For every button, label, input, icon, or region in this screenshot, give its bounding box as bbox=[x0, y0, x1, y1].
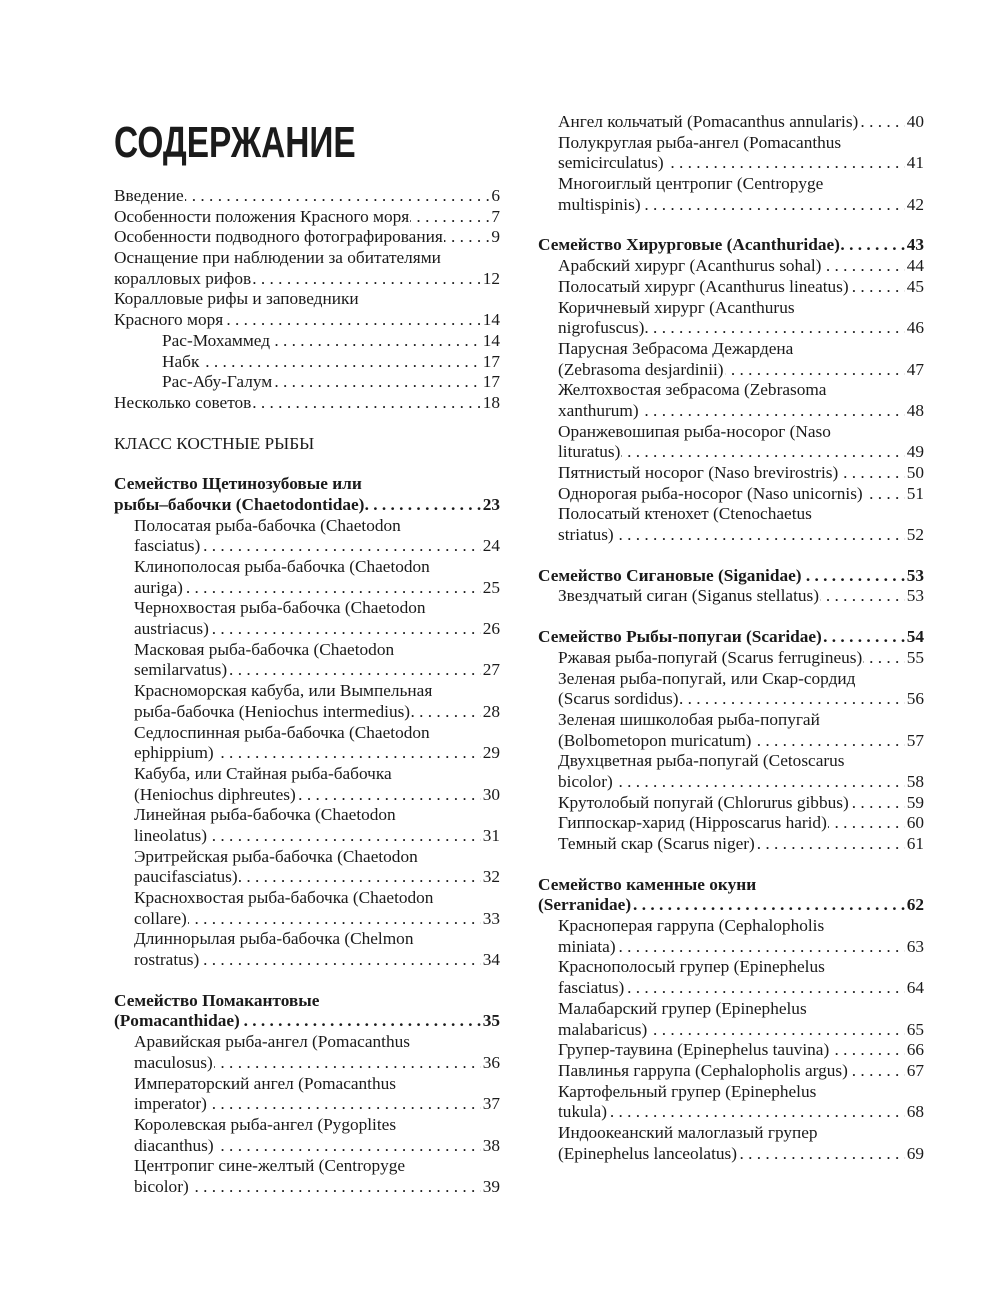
toc-entry bbox=[538, 504, 924, 525]
toc-entry-cont-page-number: 46 bbox=[906, 318, 924, 338]
toc-entry bbox=[538, 174, 924, 195]
family-heading bbox=[114, 991, 500, 1012]
family-heading bbox=[538, 235, 924, 256]
toc-entry bbox=[538, 133, 924, 154]
toc-entry-text: Картофельный групер (Epinephelus bbox=[558, 1081, 817, 1101]
toc-entry-cont bbox=[538, 153, 924, 174]
toc-entry-text: Малабарский групер (Epinephelus bbox=[558, 998, 807, 1018]
toc-entry bbox=[114, 557, 500, 578]
toc-entry-text: Полосатый ктенохет (Ctenochaetus bbox=[558, 504, 812, 524]
toc-entry-cont-page-number: 58 bbox=[906, 771, 924, 791]
toc-entry-cont-text: (Zebrasoma desjardinii) bbox=[558, 359, 724, 379]
toc-entry bbox=[538, 793, 924, 814]
toc-entry-cont bbox=[538, 401, 924, 422]
toc-entry-page-number: 51 bbox=[906, 483, 924, 503]
toc-entry bbox=[114, 516, 500, 537]
toc-entry-page-number: 50 bbox=[906, 463, 924, 482]
toc-entry-cont-page-number: 27 bbox=[482, 660, 500, 680]
toc-entry-cont-page-number: 24 bbox=[482, 536, 500, 556]
family-heading-page-number: 43 bbox=[906, 235, 924, 255]
toc-entry-cont bbox=[538, 1144, 924, 1165]
toc-entry-cont bbox=[538, 978, 924, 999]
toc-entry-cont-page-number: 56 bbox=[906, 689, 924, 709]
toc-intro-entry-text: Рас-Мохаммед bbox=[162, 330, 271, 350]
toc-entry-cont-page-number: 49 bbox=[906, 442, 924, 462]
toc-intro-entry bbox=[114, 289, 500, 310]
toc-entry-cont-text: (Scarus sordidus) bbox=[558, 689, 679, 709]
toc-entry-cont-text: (Bolbometopon muricatum) bbox=[558, 730, 752, 750]
page-title: СОДЕРЖАНИЕ bbox=[114, 118, 356, 167]
toc-intro-entry-page-number: 14 bbox=[482, 310, 500, 330]
toc-intro-entry-page-number: 17 bbox=[482, 351, 500, 371]
toc-entry bbox=[114, 640, 500, 661]
toc-entry-cont-page-number: 31 bbox=[482, 825, 500, 845]
family-heading bbox=[538, 627, 924, 648]
toc-entry-text: Краснохвостая рыба-бабочка (Chaetodon bbox=[134, 888, 434, 907]
family-heading-cont bbox=[538, 895, 924, 916]
toc-entry-text: Седлоспинная рыба-бабочка (Chaetodon bbox=[134, 722, 430, 742]
toc-entry bbox=[538, 380, 924, 401]
toc-entry-cont-text: nigrofuscus) bbox=[558, 318, 645, 338]
toc-entry-cont-page-number: 41 bbox=[906, 153, 924, 173]
toc-entry-page-number: 59 bbox=[906, 792, 924, 812]
toc-entry-cont bbox=[114, 826, 500, 847]
toc-entry bbox=[538, 277, 924, 298]
toc-intro-entry bbox=[114, 310, 500, 331]
toc-entry-text: Оранжевошипая рыба-носорог (Naso bbox=[558, 421, 831, 441]
toc-intro-entry bbox=[114, 372, 500, 393]
toc-entry-cont-page-number: 38 bbox=[482, 1135, 500, 1155]
toc-entry-text: Эритрейская рыба-бабочка (Chaetodon bbox=[134, 846, 418, 866]
family-heading bbox=[538, 566, 924, 587]
toc-entry bbox=[538, 586, 924, 607]
toc-entry-cont-page-number: 39 bbox=[482, 1176, 500, 1196]
toc-intro-entry bbox=[114, 227, 500, 248]
toc-entry-cont-page-number: 52 bbox=[906, 525, 924, 545]
family-heading-cont-page-number: 23 bbox=[482, 494, 500, 514]
family-heading-cont-page-number: 62 bbox=[906, 895, 924, 915]
toc-entry-cont-text: imperator) bbox=[134, 1094, 207, 1114]
toc-entry-text: Арабский хирург (Acanthurus sohal) bbox=[558, 256, 822, 276]
toc-entry-cont-page-number: 30 bbox=[482, 784, 500, 804]
toc-entry-page-number: 40 bbox=[906, 112, 924, 131]
family-heading-text: Семейство Рыбы-попугаи (Scaridae) bbox=[538, 627, 822, 647]
toc-entry-cont bbox=[538, 689, 924, 710]
toc-intro-entry bbox=[114, 248, 500, 269]
toc-entry-cont-text: auriga) bbox=[134, 577, 183, 597]
toc-entry-cont bbox=[538, 318, 924, 339]
toc-entry-page-number: 67 bbox=[906, 1060, 924, 1080]
toc-intro-entry-text: Набк bbox=[162, 351, 200, 371]
toc-entry-text: Королевская рыба-ангел (Pygoplites bbox=[134, 1114, 397, 1134]
toc-entry-cont-text: multispinis) bbox=[558, 194, 641, 214]
toc-entry bbox=[538, 256, 924, 277]
toc-entry-page-number: 44 bbox=[906, 256, 924, 276]
toc-entry-cont-text: tukula) bbox=[558, 1102, 607, 1122]
family-heading-cont-text: (Pomacanthidae) bbox=[114, 1011, 240, 1031]
toc-right-column bbox=[538, 112, 924, 1164]
toc-entry bbox=[538, 422, 924, 443]
toc-entry-cont-text: malabaricus) bbox=[558, 1019, 648, 1039]
toc-entry-cont-text: maculosus) bbox=[134, 1052, 213, 1072]
toc-entry-text: Красноперая гаррупа (Cephalopholis bbox=[558, 916, 825, 936]
toc-entry-cont-page-number: 37 bbox=[482, 1094, 500, 1114]
toc-intro-entry-page-number: 7 bbox=[491, 206, 500, 226]
toc-entry bbox=[114, 1115, 500, 1136]
toc-entry-cont-page-number: 64 bbox=[906, 978, 924, 998]
toc-entry-cont-text: semilarvatus) bbox=[134, 660, 228, 680]
toc-entry-text: Звездчатый сиган (Siganus stellatus) bbox=[558, 586, 819, 606]
toc-intro-entry-text: Красного моря bbox=[114, 310, 224, 330]
toc-entry-cont-text: рыба-бабочка (Heniochus intermedius) bbox=[134, 701, 411, 721]
toc-entry-cont-page-number: 26 bbox=[482, 619, 500, 639]
toc-entry-cont-text: xanthurum) bbox=[558, 400, 639, 420]
toc-entry-page-number: 60 bbox=[906, 813, 924, 833]
toc-entry-text: Парусная Зебрасома Дежардена bbox=[558, 338, 794, 358]
toc-entry-text: Пятнистый носорог (Naso brevirostris) bbox=[558, 463, 839, 482]
toc-entry-cont-page-number: 65 bbox=[906, 1019, 924, 1039]
toc-entry-cont-text: ephippium) bbox=[134, 743, 214, 763]
family-heading bbox=[538, 875, 924, 896]
toc-intro-entry-page-number: 14 bbox=[482, 330, 500, 350]
toc-entry-text: Полосатая рыба-бабочка (Chaetodon bbox=[134, 515, 401, 535]
toc-intro-entry bbox=[114, 331, 500, 352]
toc-entry-text: Многоиглый центропиг (Centropyge bbox=[558, 174, 824, 194]
toc-entry bbox=[538, 484, 924, 505]
toc-intro-entry-text: Особенности подводного фотографирования bbox=[114, 227, 443, 247]
toc-entry-cont bbox=[114, 909, 500, 930]
family-heading-text: Семейство Сигановые (Siganidae) bbox=[538, 565, 802, 585]
toc-entry bbox=[538, 463, 924, 484]
toc-entry-page-number: 53 bbox=[906, 586, 924, 606]
toc-entry bbox=[538, 112, 924, 133]
family-heading bbox=[114, 474, 500, 495]
toc-entry bbox=[114, 1156, 500, 1177]
toc-entry-text: Зеленая рыба-попугай, или Скар-сордид bbox=[558, 668, 856, 688]
toc-entry-cont bbox=[538, 772, 924, 793]
toc-entry-text: Масковая рыба-бабочка (Chaetodon bbox=[134, 639, 395, 659]
toc-intro-entry-text: Особенности положения Красного моря bbox=[114, 206, 410, 226]
toc-entry-cont-text: fasciatus) bbox=[558, 978, 625, 998]
toc-intro-entry bbox=[114, 393, 500, 414]
toc-entry bbox=[114, 1032, 500, 1053]
toc-entry-cont-page-number: 68 bbox=[906, 1102, 924, 1122]
toc-intro-entry-text: Рас-Абу-Галум bbox=[162, 372, 273, 392]
toc-entry-cont bbox=[114, 1177, 500, 1198]
toc-entry-cont-page-number: 47 bbox=[906, 359, 924, 379]
family-heading-cont-page-number: 35 bbox=[482, 1011, 500, 1031]
toc-intro-entry-text: коралловых рифов bbox=[114, 268, 252, 288]
toc-entry bbox=[114, 888, 500, 909]
toc-entry-page-number: 61 bbox=[906, 834, 924, 853]
toc-entry-cont bbox=[114, 578, 500, 599]
family-heading-page-number: 54 bbox=[906, 627, 924, 647]
toc-entry-cont bbox=[114, 619, 500, 640]
toc-intro-entry-page-number: 9 bbox=[491, 227, 500, 247]
toc-entry-text: Однорогая рыба-носорог (Naso unicornis) bbox=[558, 483, 863, 503]
toc-entry-cont-text: (Heniochus diphreutes) bbox=[134, 784, 296, 804]
toc-intro-entry bbox=[114, 352, 500, 373]
toc-entry-cont bbox=[538, 442, 924, 463]
toc-entry bbox=[538, 916, 924, 937]
toc-entry-cont-page-number: 63 bbox=[906, 936, 924, 956]
toc-entry-cont-page-number: 32 bbox=[482, 867, 500, 887]
toc-entry-text: Центропиг сине-желтый (Centropyge bbox=[134, 1156, 406, 1176]
toc-entry-cont-page-number: 69 bbox=[906, 1143, 924, 1163]
toc-intro-entry-page-number: 18 bbox=[482, 392, 500, 412]
toc-entry-text: Темный скар (Scarus niger) bbox=[558, 834, 755, 853]
toc-entry-text: Коричневый хирург (Acanthurus bbox=[558, 297, 795, 317]
toc-entry-cont bbox=[114, 743, 500, 764]
family-heading-text: Семейство Щетинозубовые или bbox=[114, 474, 362, 494]
toc-intro-entry bbox=[114, 186, 500, 207]
family-heading-cont bbox=[114, 495, 500, 516]
toc-entry-cont-text: fasciatus) bbox=[134, 536, 201, 556]
toc-entry bbox=[538, 669, 924, 690]
toc-entry-cont bbox=[538, 1020, 924, 1041]
toc-entry-text: Гиппоскар-харид (Hipposcarus harid) bbox=[558, 813, 827, 833]
toc-intro-entry-page-number: 12 bbox=[482, 268, 500, 288]
toc-entry-text: Клинополосая рыба-бабочка (Chaetodon bbox=[134, 557, 430, 576]
toc-entry-cont-text: lituratus) bbox=[558, 442, 621, 462]
toc-entry-cont-text: semicirculatus) bbox=[558, 153, 664, 173]
toc-entry bbox=[538, 834, 924, 855]
toc-entry-cont bbox=[538, 195, 924, 216]
toc-entry bbox=[538, 339, 924, 360]
toc-entry-text: Двухцветная рыба-попугай (Cetoscarus bbox=[558, 751, 845, 771]
toc-entry-cont-page-number: 28 bbox=[482, 701, 500, 721]
toc-intro-entry-text: Оснащение при наблюдении за обитателями bbox=[114, 248, 441, 268]
toc-intro-entry bbox=[114, 207, 500, 228]
toc-entry-text: Аравийская рыба-ангел (Pomacanthus bbox=[134, 1032, 410, 1052]
toc-entry bbox=[114, 847, 500, 868]
toc-entry bbox=[538, 648, 924, 669]
family-heading-text: Семейство каменные окуни bbox=[538, 874, 757, 894]
toc-entry-cont bbox=[114, 1094, 500, 1115]
toc-entry-cont bbox=[114, 950, 500, 971]
toc-entry-cont-page-number: 57 bbox=[906, 730, 924, 750]
toc-entry-text: Красноморская кабуба, или Вымпельная bbox=[134, 681, 433, 701]
toc-entry bbox=[114, 929, 500, 950]
toc-entry-page-number: 55 bbox=[906, 647, 924, 667]
toc-entry bbox=[114, 805, 500, 826]
toc-entry-cont bbox=[114, 1053, 500, 1074]
toc-entry-cont-page-number: 29 bbox=[482, 743, 500, 763]
toc-entry-text: Чернохвостая рыба-бабочка (Chaetodon bbox=[134, 598, 426, 618]
toc-entry-text: Ангел кольчатый (Pomacanthus annularis) bbox=[558, 112, 859, 131]
toc-entry-cont bbox=[538, 360, 924, 381]
toc-intro-entry-page-number: 17 bbox=[482, 372, 500, 392]
family-heading-text: Семейство Хирурговые (Acanthuridae) bbox=[538, 235, 840, 255]
toc-entry-cont bbox=[114, 785, 500, 806]
toc-intro-entry-page-number: 6 bbox=[491, 186, 500, 205]
class-heading: КЛАСС КОСТНЫЕ РЫБЫ bbox=[114, 433, 315, 453]
toc-entry bbox=[114, 764, 500, 785]
toc-entry-page-number: 66 bbox=[906, 1040, 924, 1060]
toc-entry-cont-page-number: 36 bbox=[482, 1052, 500, 1072]
toc-entry-cont bbox=[114, 867, 500, 888]
toc-entry-cont-page-number: 33 bbox=[482, 908, 500, 928]
toc-entry-text: Зеленая шишколобая рыба-попугай bbox=[558, 709, 820, 729]
toc-entry-cont-text: rostratus) bbox=[134, 950, 200, 970]
toc-entry-cont-page-number: 25 bbox=[482, 577, 500, 597]
toc-entry-cont-text: bicolor) bbox=[558, 771, 613, 791]
toc-entry-cont-text: miniata) bbox=[558, 936, 616, 956]
toc-entry-cont bbox=[114, 1136, 500, 1157]
toc-entry bbox=[114, 598, 500, 619]
toc-entry-cont-text: collare) bbox=[134, 908, 187, 928]
toc-entry-text: Линейная рыба-бабочка (Chaetodon bbox=[134, 805, 396, 825]
family-heading-text: Семейство Помакантовые bbox=[114, 990, 320, 1010]
toc-entry-text: Ржавая рыба-попугай (Scarus ferrugineus) bbox=[558, 647, 863, 667]
toc-entry-cont-text: bicolor) bbox=[134, 1176, 189, 1196]
toc-left-column bbox=[114, 186, 500, 1198]
toc-entry bbox=[114, 681, 500, 702]
toc-entry bbox=[538, 751, 924, 772]
toc-entry-text: Групер-таувина (Epinephelus tauvina) bbox=[558, 1040, 830, 1060]
family-heading-cont bbox=[114, 1011, 500, 1032]
toc-intro-entry-text: Несколько советов bbox=[114, 392, 252, 412]
toc-entry bbox=[114, 723, 500, 744]
toc-entry-text: Крутолобый попугай (Chlorurus gibbus) bbox=[558, 792, 849, 812]
toc-intro-entry bbox=[114, 269, 500, 290]
toc-entry bbox=[538, 1082, 924, 1103]
toc-entry bbox=[538, 1040, 924, 1061]
family-heading-page-number: 53 bbox=[906, 565, 924, 585]
toc-entry-text: Краснополосый групер (Epinephelus bbox=[558, 957, 825, 977]
toc-entry-cont bbox=[538, 731, 924, 752]
toc-entry bbox=[538, 1061, 924, 1082]
toc-entry bbox=[538, 813, 924, 834]
toc-entry-cont-text: diacanthus) bbox=[134, 1135, 214, 1155]
toc-entry-cont bbox=[114, 702, 500, 723]
toc-entry-cont-page-number: 48 bbox=[906, 400, 924, 420]
toc-entry-cont bbox=[538, 1102, 924, 1123]
toc-entry-cont-text: lineolatus) bbox=[134, 825, 207, 845]
toc-entry bbox=[114, 1074, 500, 1095]
toc-entry-text: Кабуба, или Стайная рыба-бабочка bbox=[134, 763, 392, 783]
toc-entry-cont bbox=[538, 525, 924, 546]
family-heading-cont-text: (Serranidae) bbox=[538, 895, 632, 915]
toc-entry-cont-text: (Epinephelus lanceolatus) bbox=[558, 1143, 737, 1163]
toc-entry-cont bbox=[114, 660, 500, 681]
toc-entry-text: Желтохвостая зебрасома (Zebrasoma bbox=[558, 380, 827, 400]
toc-entry-text: Полукруглая рыба-ангел (Pomacanthus bbox=[558, 132, 842, 152]
toc-entry-cont-page-number: 42 bbox=[906, 194, 924, 214]
family-heading-cont-text: рыбы–бабочки (Chaetodontidae) bbox=[114, 494, 365, 514]
toc-intro-entry-text: Введение bbox=[114, 186, 184, 205]
toc-entry-text: Индоокеанский малоглазый групер bbox=[558, 1122, 818, 1142]
toc-entry bbox=[538, 1123, 924, 1144]
toc-entry-page-number: 45 bbox=[906, 276, 924, 296]
toc-entry-cont-text: paucifasciatus) bbox=[134, 867, 238, 887]
toc-entry bbox=[538, 957, 924, 978]
toc-entry bbox=[538, 999, 924, 1020]
toc-entry-text: Павлинья гаррупа (Cephalopholis argus) bbox=[558, 1060, 848, 1080]
toc-entry-cont bbox=[114, 536, 500, 557]
toc-entry-cont bbox=[538, 937, 924, 958]
toc-entry-text: Полосатый хирург (Acanthurus lineatus) bbox=[558, 276, 849, 296]
toc-entry-cont-page-number: 34 bbox=[482, 950, 500, 970]
toc-entry-cont-text: striatus) bbox=[558, 525, 614, 545]
toc-entry-cont-text: austriacus) bbox=[134, 619, 209, 639]
toc-entry bbox=[538, 710, 924, 731]
toc-entry-text: Длиннорылая рыба-бабочка (Chelmon bbox=[134, 929, 414, 949]
toc-entry bbox=[538, 298, 924, 319]
toc-intro-entry-text: Коралловые рифы и заповедники bbox=[114, 289, 359, 309]
toc-entry-text: Императорский ангел (Pomacanthus bbox=[134, 1073, 396, 1093]
